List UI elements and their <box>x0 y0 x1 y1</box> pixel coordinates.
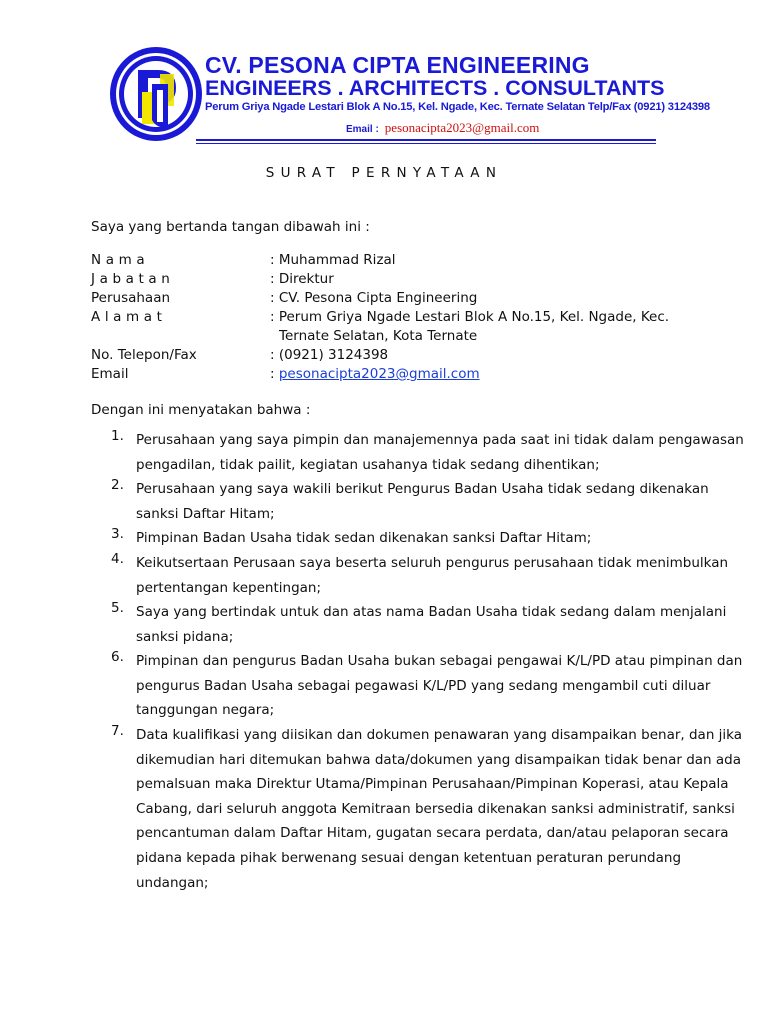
company-name: CV. PESONA CIPTA ENGINEERING <box>205 52 590 78</box>
value-alamat-line2: Ternate Selatan, Kota Ternate <box>279 328 478 344</box>
declaration-intro: Dengan ini menyatakan bahwa : <box>91 402 311 418</box>
email-link[interactable]: pesonacipta2023@gmail.com <box>278 366 480 382</box>
item-text <box>136 600 727 649</box>
value-nama: : Muhammad Rizal <box>270 252 396 268</box>
letterhead-email-label: Email : <box>346 124 379 135</box>
label-telepon: No. Telepon/Fax <box>91 347 197 363</box>
item-line: pengadilan, tidak pailit, kegiatan usahanya tidak sedang dihentikan; <box>136 456 600 473</box>
item-text <box>136 723 743 895</box>
value-email <box>270 366 480 382</box>
label-alamat: Alamat <box>91 309 167 325</box>
item-line: dikemudian hari ditemukan bahwa data/dokumen yang disampaikan tidak benar dan ada <box>136 751 742 768</box>
label-perusahaan: Perusahaan <box>91 290 171 306</box>
item-text <box>136 526 679 551</box>
item-line: Pimpinan dan pengurus Badan Usaha bukan sebagai pengawai K/L/PD atau pimpinan dan <box>136 653 743 669</box>
letterhead-rule <box>196 139 656 141</box>
item-line: pencantuman dalam Daftar Hitam, gugatan secara perdata, dan/atau pelaporan secara <box>136 825 729 842</box>
item-line: Cabang, dari seluruh anggota Kemitraan bersedia dikenakan sanksi administratif, sanksi <box>136 800 735 817</box>
item-line: pemalsuan maka Direktur Utama/Pimpinan Perusahaan/Pimpinan Koperasi, atau Kepala <box>136 776 729 793</box>
item-line: Data kualifikasi yang diisikan dan dokumen penawaran yang disampaikan benar, dan jika <box>136 727 743 743</box>
company-tagline: ENGINEERS . ARCHITECTS . CONSULTANTS <box>205 76 665 100</box>
item-line: pertentangan kepentingan; <box>136 579 322 596</box>
item-number: 7. <box>111 723 124 739</box>
item-number: 2. <box>111 477 124 493</box>
item-line: Pimpinan Badan Usaha tidak sedan dikenakan sanksi Daftar Hitam; <box>136 530 592 546</box>
value-telepon: : (0921) 3124398 <box>270 347 389 363</box>
item-number: 1. <box>111 428 124 444</box>
value-jabatan: : Direktur <box>270 271 334 287</box>
label-nama: Nama <box>91 252 150 268</box>
document-title: SURAT PERNYATAAN <box>265 165 503 181</box>
letterhead-email-row <box>346 117 539 136</box>
company-address: Perum Griya Ngade Lestari Blok A No.15, Kel. Ngade, Kec. Ternate Selatan Telp/Fax (0921) 3124398 <box>205 101 710 113</box>
item-line: sanksi pidana; <box>136 628 234 645</box>
item-line: tanggungan negara; <box>136 702 275 719</box>
item-number: 6. <box>111 649 124 665</box>
item-line: Perusahaan yang saya pimpin dan manajemennya pada saat ini tidak dalam pengawasan <box>136 432 744 448</box>
item-line: Saya yang bertindak untuk dan atas nama Badan Usaha tidak sedang dalam menjalani <box>136 604 727 620</box>
item-line: pengurus Badan Usaha sebagai pegawasi K/L/PD yang sedang mengambil cuti diluar <box>136 677 711 694</box>
company-logo-icon <box>108 44 206 144</box>
item-number: 5. <box>111 600 124 616</box>
item-line: Keikutsertaan Perusaan saya beserta seluruh pengurus perusahaan tidak menimbulkan <box>136 555 729 571</box>
item-text <box>136 649 743 723</box>
item-line: Perusahaan yang saya wakili berikut Pengurus Badan Usaha tidak sedang dikenakan <box>136 481 709 497</box>
item-text <box>136 551 729 600</box>
item-number: 4. <box>111 551 124 567</box>
email-colon: : <box>270 366 275 382</box>
item-line: pidana kepada pihak berwenang sesuai dengan ketentuan peraturan perundang <box>136 849 682 866</box>
item-text <box>136 428 744 477</box>
item-text <box>136 477 709 526</box>
value-alamat: : Perum Griya Ngade Lestari Blok A No.15, Kel. Ngade, Kec. <box>270 309 670 325</box>
item-line: sanksi Daftar Hitam; <box>136 505 275 522</box>
letterhead-email: pesonacipta2023@gmail.com <box>384 120 540 135</box>
intro-text: Saya yang bertanda tangan dibawah ini : <box>91 219 370 235</box>
label-email: Email <box>91 366 129 382</box>
value-perusahaan: : CV. Pesona Cipta Engineering <box>270 290 478 306</box>
letterhead-rule-thin <box>196 143 656 144</box>
item-number: 3. <box>111 526 124 542</box>
letterhead <box>108 44 710 148</box>
label-jabatan: Jabatan <box>91 271 175 287</box>
item-line: undangan; <box>136 874 209 891</box>
